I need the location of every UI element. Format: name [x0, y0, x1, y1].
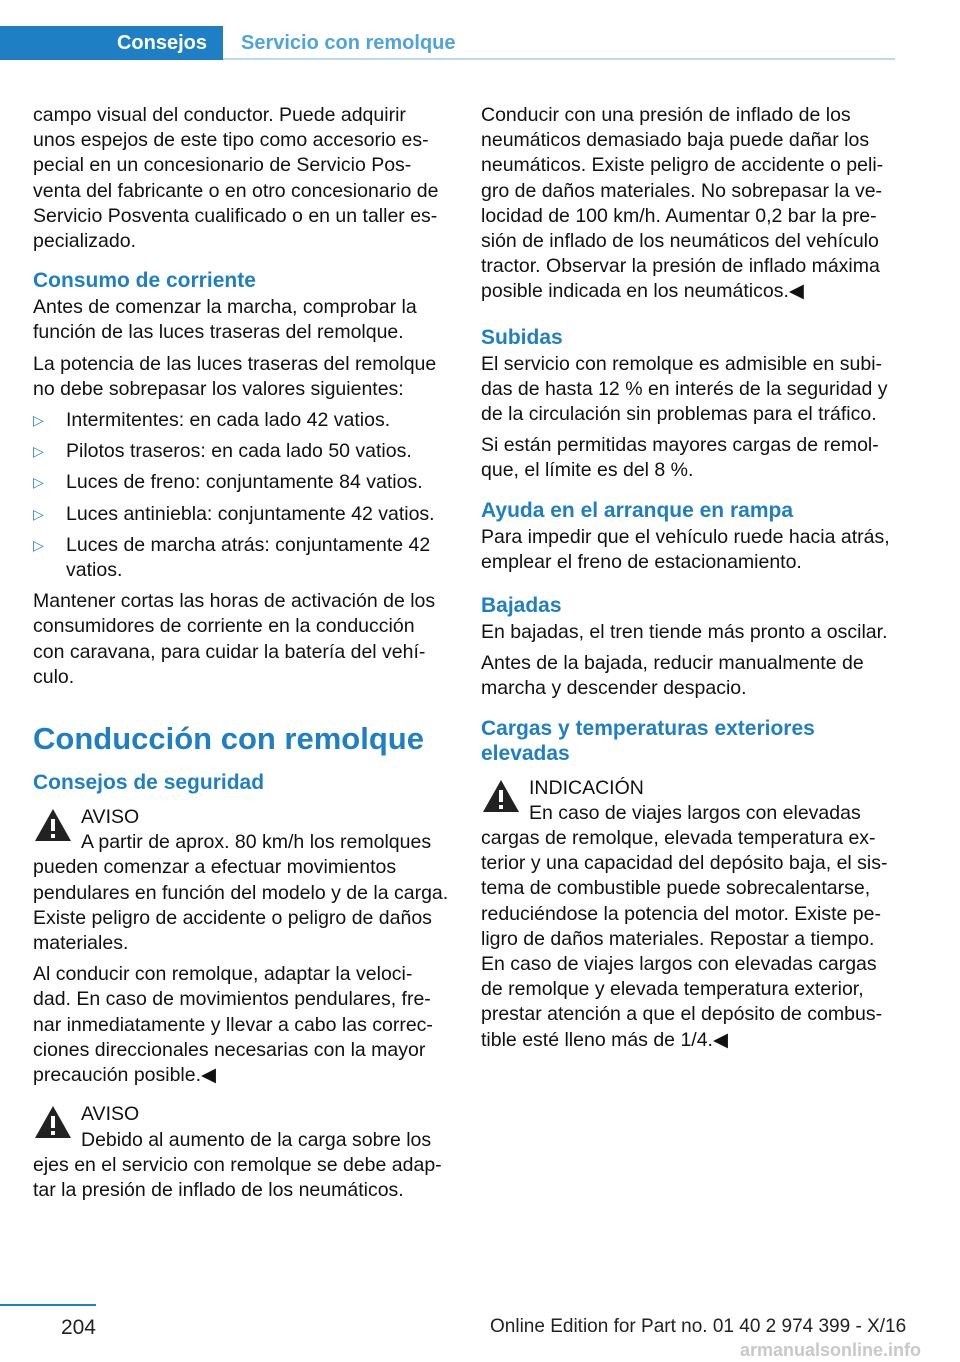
paragraph-battery: Mantener cortas las horas de activación de los consumidores de corriente en la conducción con caravana, para cuidar la batería del vehí‐ culo. [33, 590, 436, 688]
heading-seguridad: Consejos de seguridad [33, 771, 265, 795]
warning-text: pueden comenzar a efectuar movimientos pendulares en función del modelo y de la carga. Existe peligro de accidente o peligro de daños materiales. [33, 856, 449, 955]
note-label: INDICACIÓN [529, 776, 644, 799]
warning-text-first-line: Debido al aumento de la carga sobre los [81, 1128, 432, 1151]
heading-cargas: Cargas y temperaturas exteriores elevadas [481, 716, 815, 765]
chapter-title: Conducción con remolque [33, 721, 424, 757]
header-section-tab: Consejos [0, 26, 223, 60]
heading-ayuda-arranque: Ayuda en el arranque en rampa [481, 498, 793, 522]
warning-triangle-icon [33, 1104, 73, 1140]
warning-text: ejes en el servicio con remolque se debe adap‐ tar la presión de inflado de los neumáticos. [33, 1153, 442, 1201]
paragraph-tire-pressure: Conducir con una presión de inflado de los neumáticos demasiado baja puede dañar los neumáticos. Existe peligro de accidente o peli‐ gro de daños materiales. No sobrepasar la ve‐ locidad de 100 km/h. Aumentar 0,2 bar la pre‐ sión de inflado de los neumáticos del vehículo tractor. Observar la presión de inflado máxima posible indicada en los neumáticos.◀ [481, 104, 884, 303]
triangle-right-icon: ▷ [33, 412, 44, 429]
list-item: ▷ Luces antiniebla: conjuntamente 42 vatios. [33, 502, 449, 527]
triangle-right-icon: ▷ [33, 443, 44, 460]
triangle-right-icon: ▷ [33, 536, 44, 553]
warning-block-2 [33, 1102, 449, 1203]
footer-divider [0, 1304, 96, 1306]
paragraph-gradient-limit: Si están permitidas mayores cargas de remol‐ que, el límite es del 8 %. [481, 434, 879, 482]
power-limits-list [33, 408, 449, 583]
left-column [33, 103, 449, 1209]
warning-block-1 [33, 805, 449, 1088]
paragraph-mirrors: campo visual del conductor. Puede adquirir unos espejos de este tipo como accesorio es‐ pecial en un concesionario de Servicio Pos‐ venta del fabricante o en otro concesionario de Servicio Posventa cualificado o en un taller es‐ pecializado. [33, 104, 439, 253]
triangle-right-icon: ▷ [33, 505, 44, 522]
heading-subidas: Subidas [481, 325, 563, 349]
warning-label: AVISO [81, 1103, 140, 1126]
edition-text: Online Edition for Part no. 01 40 2 974 399 - X/16 [490, 1316, 907, 1337]
triangle-right-icon: ▷ [33, 474, 44, 491]
paragraph-gradient: El servicio con remolque es admisible en subi‐ das de hasta 12 % en interés de la seguridad y de la circulación sin problemas para el tráfico. [481, 352, 888, 426]
list-item: ▷ Intermitentes: en cada lado 42 vatios. [33, 408, 449, 433]
note-block [481, 776, 897, 1053]
warning-text-adapt-speed: Al conducir con remolque, adaptar la veloci‐ dad. En caso de movimientos pendulares, fre‐ nar inmediatamente y llevar a cabo las correc‐ ciones direccionales necesarias con la mayor precaución posible.◀ [33, 963, 433, 1087]
header-subsection-tab: Servicio con remolque [241, 32, 456, 54]
watermark: armanualsonline.info [740, 1340, 922, 1360]
warning-label: AVISO [81, 806, 140, 829]
paragraph-check-lights: Antes de comenzar la marcha, comprobar la función de las luces traseras del remolque. [33, 296, 417, 344]
note-text-first-line: En caso de viajes largos con elevadas [529, 801, 861, 824]
warning-triangle-icon [481, 778, 521, 814]
note-text: cargas de remolque, elevada temperatura ex‐ terior y una capacidad del depósito baja, el sis‐ tema de combustible puede sobrecalentarse, reduciéndose la potencia del motor. Existe pe‐ ligro de daños materiales. Repostar a tiempo. En caso de viajes largos con elevadas cargas de remolque y elevada temperatura exterior, prestar atención a que el depósito de combus‐ tible esté lleno más de 1/4.◀ [481, 827, 888, 1051]
paragraph-power-limits: La potencia de las luces traseras del remolque no debe sobrepasar los valores siguientes: [33, 352, 437, 400]
heading-consumo: Consumo de corriente [33, 269, 256, 293]
heading-bajadas: Bajadas [481, 594, 562, 618]
paragraph-descent: En bajadas, el tren tiende más pronto a oscilar. [481, 621, 888, 644]
list-item: ▷ Pilotos traseros: en cada lado 50 vatios. [33, 439, 449, 464]
header-divider [223, 58, 895, 60]
warning-triangle-icon [33, 807, 73, 843]
page-header [0, 26, 895, 62]
list-item: ▷ Luces de marcha atrás: conjuntamente 42 vatios. [33, 533, 431, 582]
paragraph-downshift: Antes de la bajada, reducir manualmente de marcha y descender despacio. [481, 652, 864, 700]
right-column [481, 103, 897, 1059]
page-number: 204 [60, 1316, 96, 1339]
list-item: ▷ Luces de freno: conjuntamente 84 vatios. [33, 470, 449, 495]
paragraph-parking-brake: Para impedir que el vehículo ruede hacia atrás, emplear el freno de estacionamiento. [481, 525, 890, 573]
warning-text-first-line: A partir de aprox. 80 km/h los remolques [81, 831, 432, 854]
